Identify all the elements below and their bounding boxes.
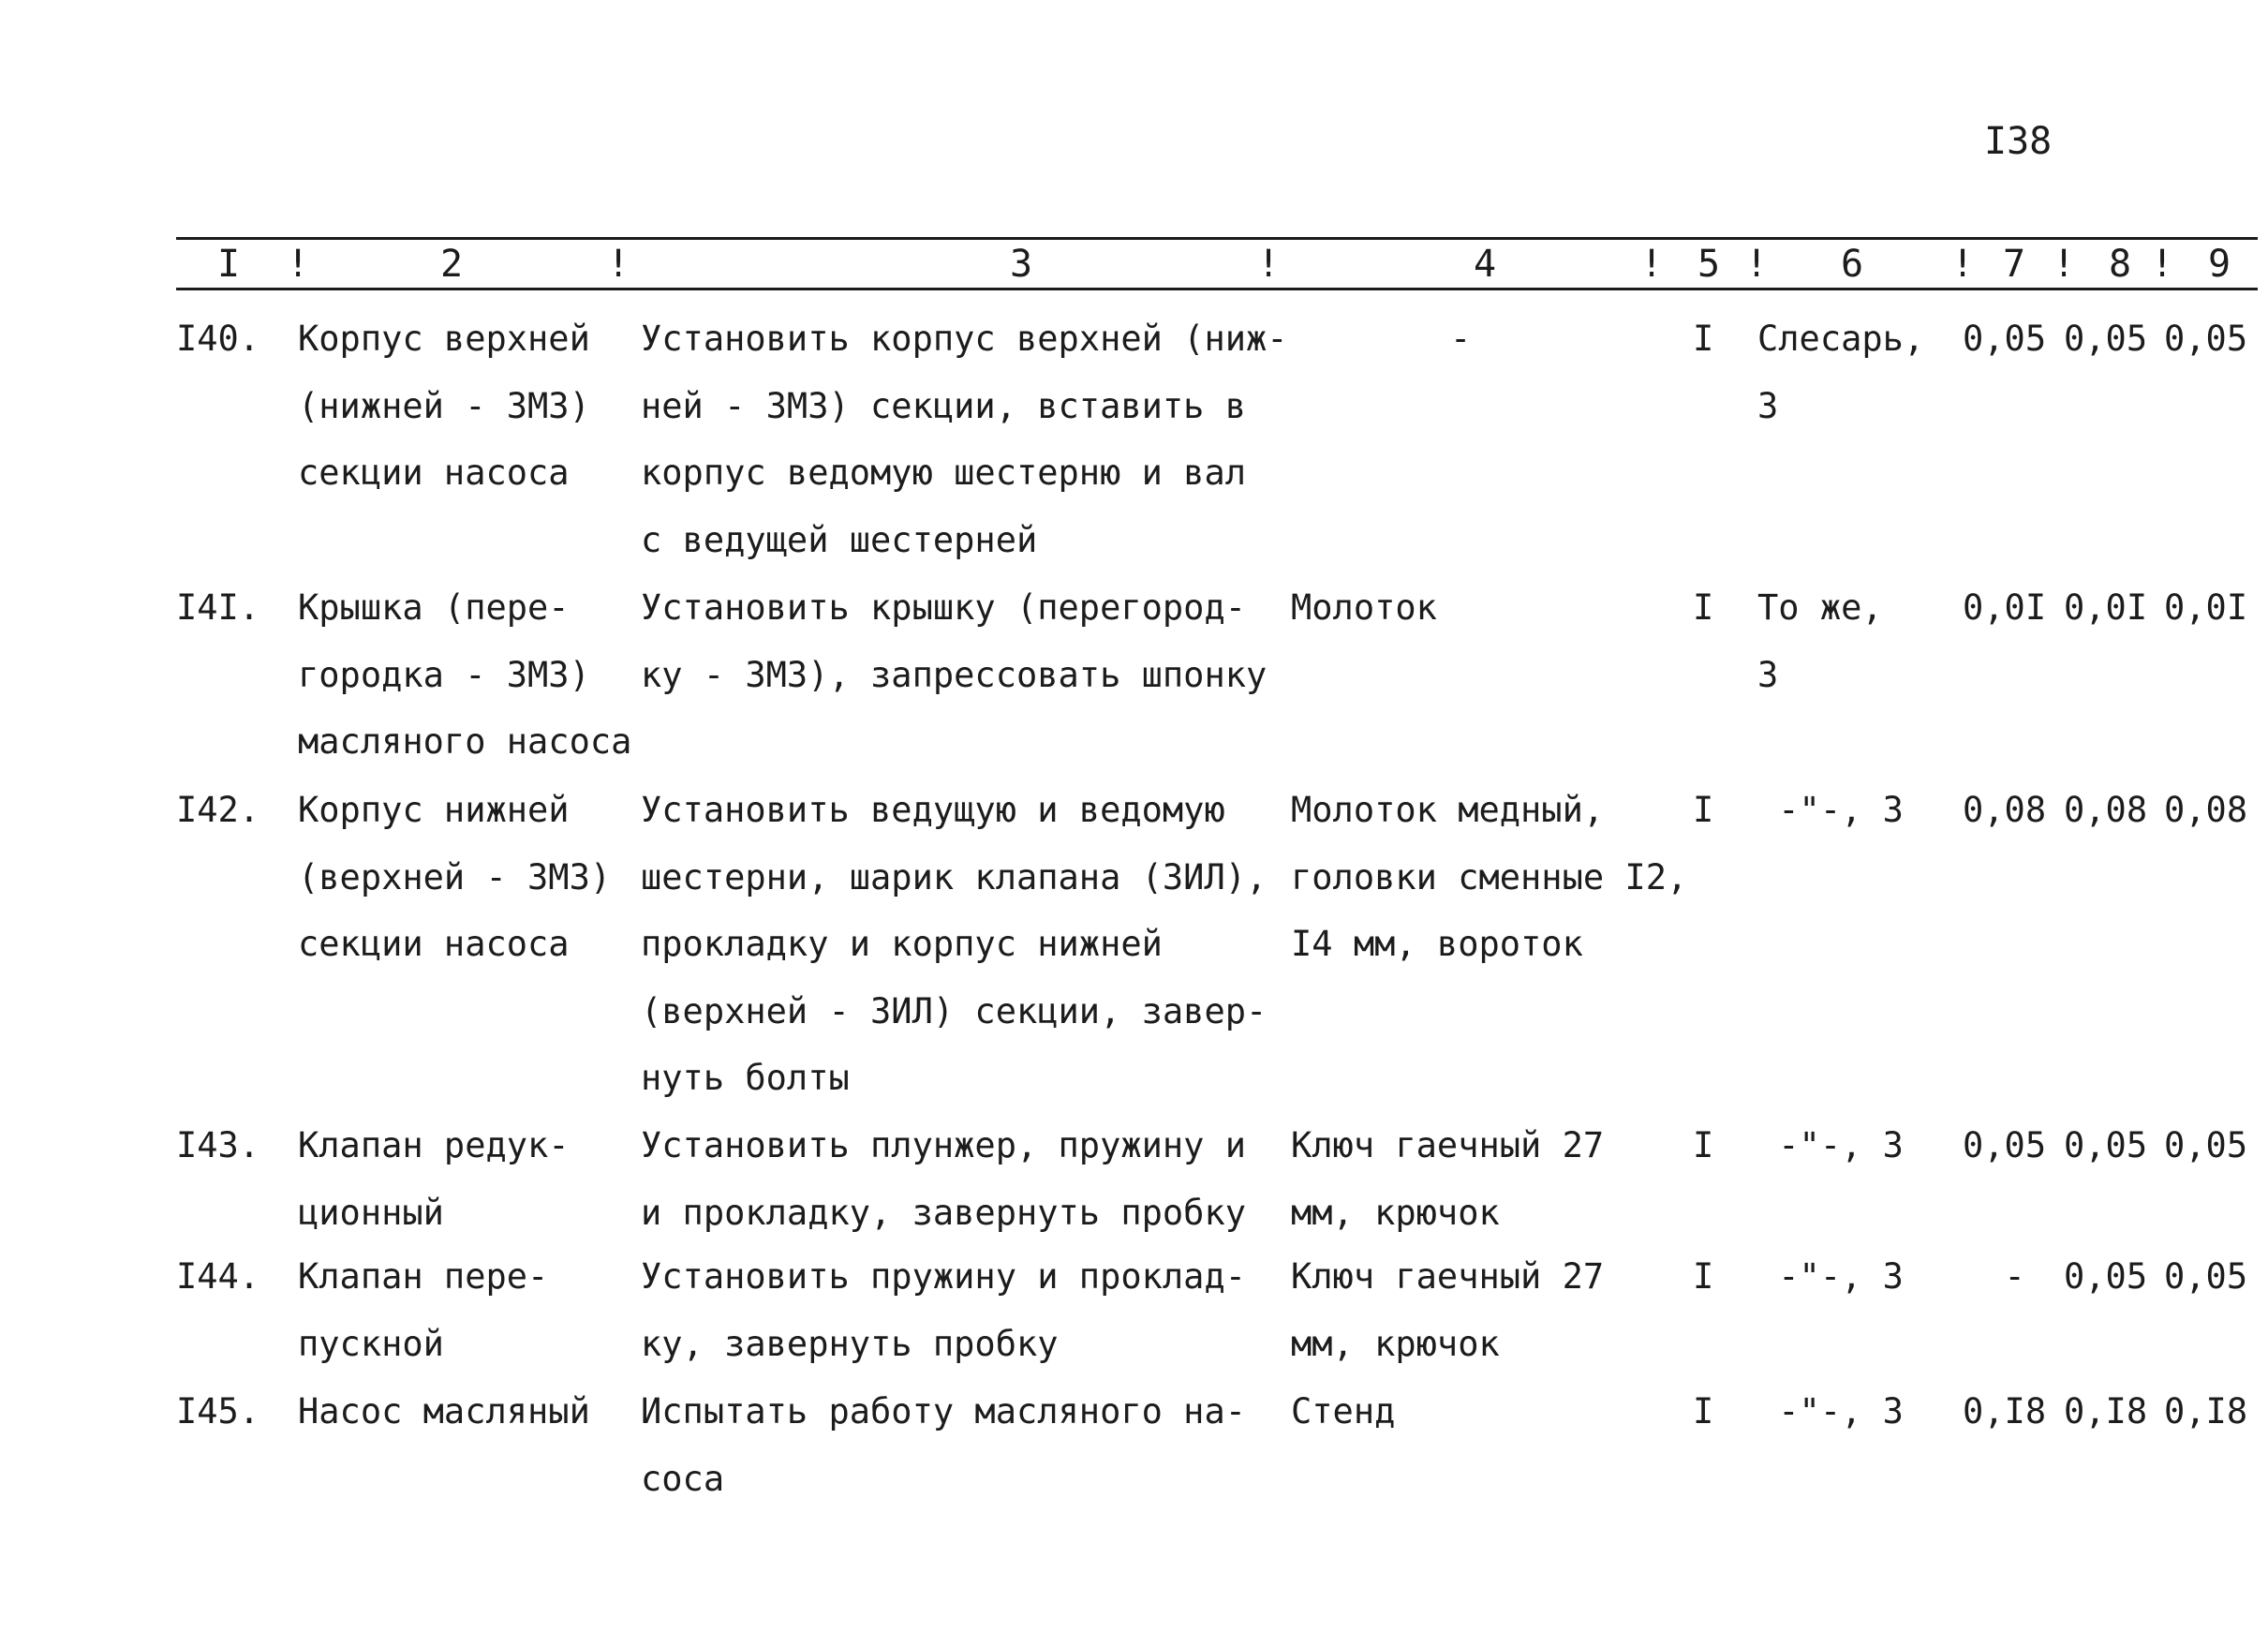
part-name-line: пускной xyxy=(298,1323,444,1364)
operation-line: ней - ЗМЗ) секции, вставить в xyxy=(641,385,1247,426)
part-name-line: городка - ЗМЗ) xyxy=(298,654,590,695)
tools-line: Молоток xyxy=(1291,587,1437,628)
part-name-line: секции насоса xyxy=(298,924,570,964)
part-name-line: масляного насоса xyxy=(298,721,632,762)
operation-line: и прокладку, завернуть пробку xyxy=(641,1192,1247,1233)
header-separator: ! xyxy=(2151,243,2174,286)
operation-line: прокладку и корпус нижней xyxy=(641,924,1163,964)
tools-line: I4 мм, вороток xyxy=(1291,924,1583,964)
value-col-8: 0,05 xyxy=(2064,1125,2148,1165)
part-name-line: Насос масляный xyxy=(298,1391,590,1432)
row-number: I42. xyxy=(176,790,260,830)
header-separator: ! xyxy=(1257,243,1281,286)
header-col-1: I xyxy=(217,243,241,286)
header-bottom-rule xyxy=(176,288,2258,290)
value-col-7: - xyxy=(1963,1256,2025,1297)
value-col-9: 0,I8 xyxy=(2164,1391,2248,1432)
row-number: I45. xyxy=(176,1391,260,1432)
worker-line: -"-, 3 xyxy=(1757,1391,1904,1432)
quantity: I xyxy=(1693,1391,1714,1432)
tools-line: - xyxy=(1450,319,1472,359)
operation-line: ку - ЗМЗ), запрессовать шпонку xyxy=(641,654,1267,695)
operation-line: Испытать работу масляного на- xyxy=(641,1391,1247,1432)
operation-line: соса xyxy=(641,1458,725,1499)
row-number: I43. xyxy=(176,1125,260,1165)
part-name-line: (верхней - ЗМЗ) xyxy=(298,856,612,898)
header-col-5: 5 xyxy=(1697,243,1721,286)
operation-line: ку, завернуть пробку xyxy=(641,1323,1059,1364)
worker-line: 3 xyxy=(1757,654,1779,695)
quantity: I xyxy=(1693,1256,1714,1297)
header-separator: ! xyxy=(287,243,310,286)
value-col-9: 0,0I xyxy=(2164,587,2248,628)
tools-line: Ключ гаечный 27 xyxy=(1291,1125,1605,1165)
header-separator: ! xyxy=(1951,243,1975,286)
value-col-7: 0,0I xyxy=(1963,587,2047,628)
worker-line: -"-, 3 xyxy=(1757,790,1904,830)
row-number: I44. xyxy=(176,1256,260,1297)
header-col-6: 6 xyxy=(1841,243,1864,286)
header-separator: ! xyxy=(2053,243,2076,286)
operation-line: (верхней - ЗИЛ) секции, завер- xyxy=(641,990,1267,1031)
part-name-line: Корпус верхней xyxy=(298,319,590,359)
worker-line: 3 xyxy=(1757,385,1779,426)
quantity: I xyxy=(1693,587,1714,628)
part-name-line: Крышка (пере- xyxy=(298,587,570,628)
quantity: I xyxy=(1693,790,1714,830)
value-col-7: 0,08 xyxy=(1963,790,2047,830)
value-col-8: 0,0I xyxy=(2064,587,2148,628)
worker-line: -"-, 3 xyxy=(1757,1256,1904,1297)
tools-line: головки сменные I2, xyxy=(1291,856,1688,898)
operation-line: нуть болты xyxy=(641,1058,850,1098)
operation-line: шестерни, шарик клапана (ЗИЛ), xyxy=(641,856,1267,898)
tools-line: Стенд xyxy=(1291,1391,1396,1432)
operation-line: Установить пружину и проклад- xyxy=(641,1256,1247,1297)
quantity: I xyxy=(1693,319,1714,359)
worker-line: -"-, 3 xyxy=(1757,1125,1904,1165)
operation-line: Установить крышку (перегород- xyxy=(641,587,1247,628)
part-name-line: Корпус нижней xyxy=(298,790,570,830)
header-col-2: 2 xyxy=(440,243,464,286)
worker-line: То же, xyxy=(1757,587,1883,628)
header-col-9: 9 xyxy=(2208,243,2231,286)
value-col-8: 0,I8 xyxy=(2064,1391,2148,1432)
part-name-line: (нижней - ЗМЗ) xyxy=(298,385,590,426)
tools-line: Молоток медный, xyxy=(1291,790,1605,830)
operation-line: корпус ведомую шестерню и вал xyxy=(641,453,1247,493)
part-name-line: секции насоса xyxy=(298,453,570,493)
header-col-7: 7 xyxy=(2003,243,2026,286)
tools-line: Ключ гаечный 27 xyxy=(1291,1256,1605,1297)
value-col-7: 0,I8 xyxy=(1963,1391,2047,1432)
header-col-8: 8 xyxy=(2109,243,2132,286)
page-number: I38 xyxy=(1984,120,2053,163)
part-name-line: ционный xyxy=(298,1192,444,1233)
operation-line: с ведущей шестерней xyxy=(641,519,1038,560)
operation-line: Установить плунжер, пружину и xyxy=(641,1125,1247,1165)
tools-line: мм, крючок xyxy=(1291,1192,1500,1233)
quantity: I xyxy=(1693,1125,1714,1165)
header-top-rule xyxy=(176,237,2258,240)
value-col-7: 0,05 xyxy=(1963,319,2047,359)
header-separator: ! xyxy=(1640,243,1664,286)
header-col-4: 4 xyxy=(1474,243,1497,286)
operation-line: Установить ведущую и ведомую xyxy=(641,790,1225,830)
value-col-9: 0,08 xyxy=(2164,790,2248,830)
value-col-9: 0,05 xyxy=(2164,319,2248,359)
value-col-9: 0,05 xyxy=(2164,1256,2248,1297)
value-col-9: 0,05 xyxy=(2164,1125,2248,1165)
row-number: I40. xyxy=(176,319,260,359)
operation-line: Установить корпус верхней (ниж- xyxy=(641,319,1288,359)
header-col-3: 3 xyxy=(1010,243,1033,286)
value-col-8: 0,05 xyxy=(2064,1256,2148,1297)
value-col-8: 0,05 xyxy=(2064,319,2148,359)
value-col-8: 0,08 xyxy=(2064,790,2148,830)
row-number: I4I. xyxy=(176,587,260,628)
part-name-line: Клапан пере- xyxy=(298,1256,549,1297)
header-separator: ! xyxy=(1745,243,1769,286)
tools-line: мм, крючок xyxy=(1291,1323,1500,1364)
worker-line: Слесарь, xyxy=(1757,319,1925,359)
value-col-7: 0,05 xyxy=(1963,1125,2047,1165)
header-separator: ! xyxy=(607,243,630,286)
part-name-line: Клапан редук- xyxy=(298,1125,570,1165)
